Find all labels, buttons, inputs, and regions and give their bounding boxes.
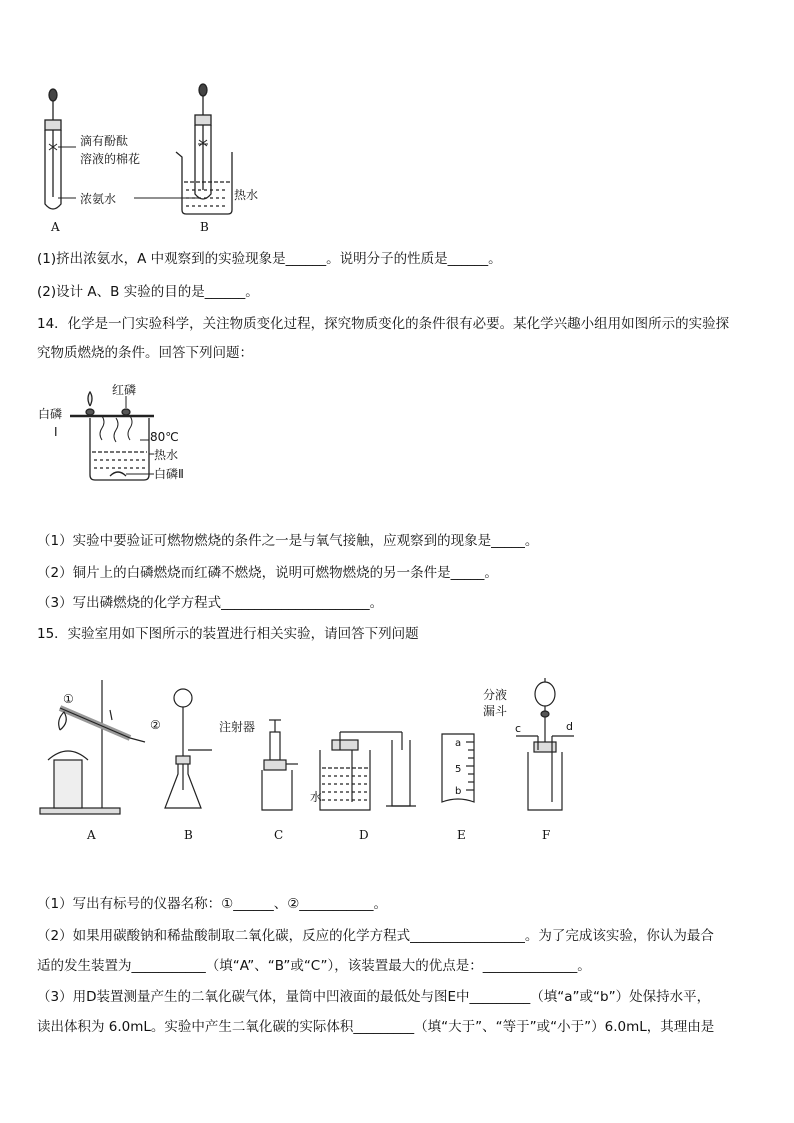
q15-sub2-line2: 适的发生装置为___________（填“A”、“B”或“C”），该装置最大的优点是：______________。	[37, 958, 591, 974]
caption-b: B	[200, 220, 209, 234]
q14-sub3: （3）写出磷燃烧的化学方程式______________________。	[37, 595, 384, 611]
cotton-label-2: 溶液的棉花	[80, 152, 141, 166]
q15-stem: 15．实验室用如下图所示的装置进行相关实验，请回答下列问题	[37, 626, 419, 642]
apparatus-f	[516, 678, 574, 810]
q15-sub3-line1: （3）用D装置测量产生的二氧化碳气体，量筒中凹液面的最低处与图E中_________（填“a”或“b”）处保持水平，	[37, 989, 711, 1005]
red-phosphorus-label: 红磷	[112, 383, 137, 397]
water-label-d: 水	[310, 790, 323, 804]
caption-15d: D	[359, 828, 369, 842]
white-phosphorus-label: 白磷	[38, 407, 63, 421]
q15-sub2-line1: （2）如果用碳酸钠和稀盐酸制取二氧化碳，反应的化学方程式_________________。为了完成该实验，你认为最合	[37, 928, 714, 944]
apparatus-d	[320, 732, 416, 810]
caption-15e: E	[457, 828, 466, 842]
funnel-label-2: 漏斗	[483, 704, 508, 718]
q15-sub1: （1）写出有标号的仪器名称：①______、②___________。	[37, 896, 388, 912]
caption-a: A	[51, 220, 60, 234]
caption-15b: B	[184, 828, 193, 842]
q14-sub1: （1）实验中要验证可燃物燃烧的条件之一是与氧气接触，应观察到的现象是_____。	[37, 533, 539, 549]
apparatus-a	[40, 680, 145, 814]
marker-2: ②	[150, 718, 161, 732]
caption-15f: F	[542, 828, 551, 842]
apparatus-c	[262, 720, 298, 810]
funnel-label-1: 分液	[483, 688, 508, 702]
q14-stem-2: 究物质燃烧的条件。回答下列问题：	[37, 345, 253, 361]
roman-one-label: I	[54, 425, 58, 439]
hot-water-label: 热水	[234, 188, 259, 202]
apparatus-b	[165, 689, 212, 808]
cotton-label-1: 滴有酚酞	[80, 134, 129, 148]
ammonia-experiment-figure	[30, 82, 290, 232]
syringe-label: 注射器	[219, 720, 256, 734]
q15-sub3-line2: 读出体积为 6.0mL。实验中产生二氧化碳的实际体积_________（填“大于”、“等于”或“小于”）6.0mL，其理由是	[37, 1019, 715, 1035]
marker-1: ①	[63, 692, 74, 706]
scale-5-label: 5	[455, 764, 462, 775]
ammonia-label: 浓氨水	[80, 192, 117, 206]
scale-a-label: a	[455, 738, 462, 749]
port-d-label: d	[566, 720, 573, 733]
test-tube-a	[45, 89, 61, 209]
q13-sub1: (1)挤出浓氨水，A 中观察到的实验现象是______。说明分子的性质是______。	[37, 251, 502, 267]
caption-15a: A	[87, 828, 96, 842]
q14-sub2: （2）铜片上的白磷燃烧而红磷不燃烧，说明可燃物燃烧的另一条件是_____。	[37, 565, 498, 581]
port-c-label: c	[515, 722, 522, 735]
caption-15c: C	[274, 828, 284, 842]
beaker-b	[176, 152, 232, 214]
scale-b-label: b	[455, 786, 462, 797]
white-phosphorus-2-label: 白磷Ⅱ	[154, 467, 184, 481]
q14-stem-1: 14．化学是一门实验科学，关注物质变化过程，探究物质变化的条件很有必要。某化学兴趣小组用如图所示的实验探	[37, 316, 730, 332]
hot-water-label-2: 热水	[154, 448, 179, 462]
temperature-label: 80℃	[150, 430, 179, 444]
q13-sub2: (2)设计 A、B 实验的目的是______。	[37, 284, 259, 300]
